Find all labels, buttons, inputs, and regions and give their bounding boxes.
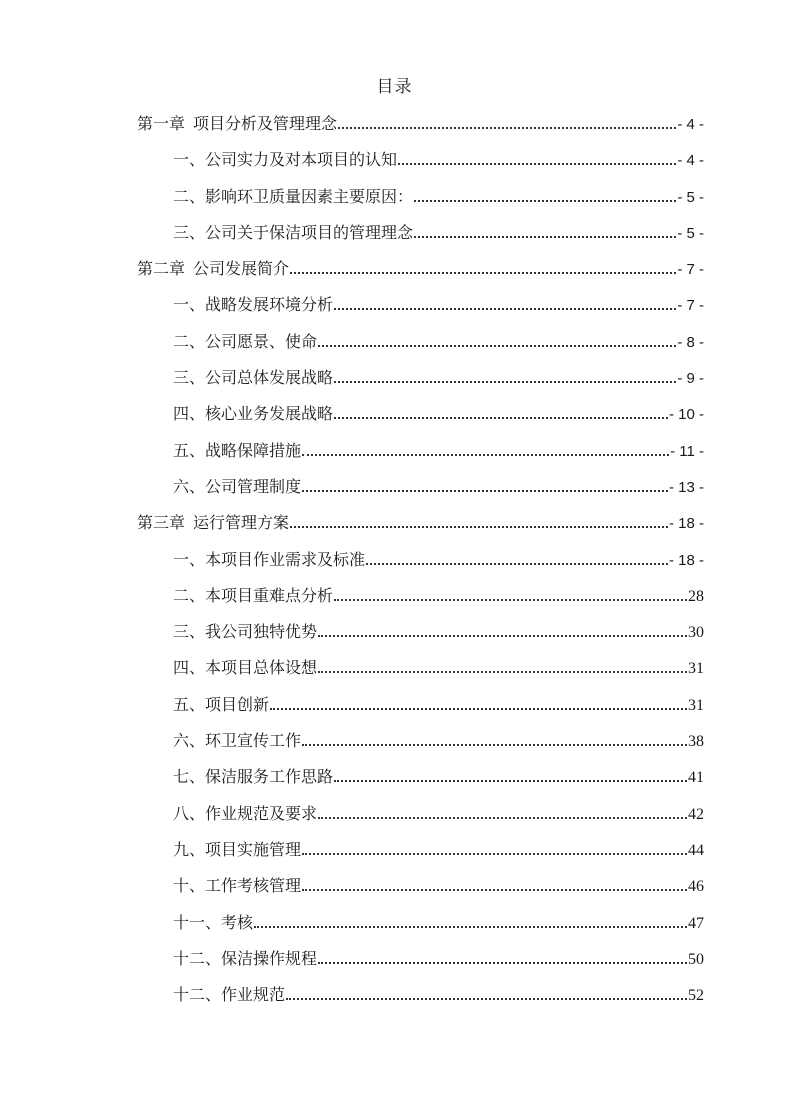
toc-entry-label: 十二、作业规范	[173, 987, 286, 1005]
toc-section-entry[interactable]	[137, 947, 704, 983]
toc-page-number: - 18 -	[668, 515, 704, 533]
toc-section-entry[interactable]	[137, 584, 704, 620]
toc-entry-label: 三、我公司独特优势	[173, 624, 318, 642]
toc-page-number: - 7 -	[677, 261, 704, 279]
toc-page-number: - 10 -	[668, 406, 704, 424]
dot-leader	[414, 188, 676, 202]
dot-leader	[318, 333, 676, 347]
dot-leader	[398, 151, 676, 165]
toc-page-number: 31	[688, 660, 704, 678]
toc-section-entry[interactable]	[137, 330, 704, 366]
toc-title: 目录	[376, 77, 413, 96]
toc-section-entry[interactable]	[137, 729, 704, 765]
toc-page-number: 44	[688, 841, 704, 859]
toc-section-entry[interactable]	[137, 874, 704, 910]
toc-chapter-entry[interactable]	[137, 257, 704, 293]
toc-section-entry[interactable]	[137, 656, 704, 692]
toc-page-number: 50	[688, 950, 704, 968]
toc-chapter-title: 运行管理方案	[193, 515, 290, 533]
toc-page-number: - 11 -	[670, 442, 704, 460]
toc-entry-label: 四、核心业务发展战略	[173, 406, 334, 424]
dot-leader	[254, 914, 687, 928]
toc-entry-label	[137, 257, 289, 283]
toc-entry-label: 三、公司关于保洁项目的管理理念	[173, 224, 414, 242]
dot-leader	[290, 514, 668, 528]
toc-page-number: 46	[688, 878, 704, 896]
toc-entry-label: 七、保洁服务工作思路	[173, 769, 334, 787]
toc-entry-label: 十、工作考核管理	[173, 878, 302, 896]
toc-page-number: 38	[688, 733, 704, 751]
toc-entry-label: 二、影响环卫质量因素主要原因：	[173, 188, 414, 206]
dot-leader	[338, 115, 676, 129]
toc-entry-label: 一、战略发展环境分析	[173, 297, 334, 315]
dot-leader	[290, 260, 676, 274]
toc-page-number: - 4 -	[677, 116, 704, 133]
dot-leader	[334, 369, 676, 383]
toc-section-entry[interactable]	[137, 185, 704, 221]
toc-entry-label: 一、本项目作业需求及标准	[173, 551, 366, 569]
toc-entry-label: 四、本项目总体设想	[173, 660, 318, 678]
toc-page-number: - 9 -	[677, 370, 704, 388]
toc-page-number: 47	[688, 914, 704, 932]
toc-entry-label: 三、公司总体发展战略	[173, 370, 334, 388]
toc-chapter-entry[interactable]	[137, 511, 704, 547]
dot-leader	[318, 950, 687, 964]
dot-leader	[302, 732, 687, 746]
toc-page-number: - 5 -	[677, 188, 704, 206]
toc-section-entry[interactable]	[137, 439, 704, 475]
toc-chapter-title: 项目分析及管理理念	[193, 116, 338, 133]
dot-leader	[318, 659, 687, 673]
toc-page-number: - 4 -	[677, 152, 704, 170]
toc-chapter-entry[interactable]	[137, 112, 704, 148]
toc-page-number: - 8 -	[677, 333, 704, 351]
toc-entry-label: 二、公司愿景、使命	[173, 333, 318, 351]
dot-leader	[334, 768, 687, 782]
toc-chapter-title: 公司发展简介	[193, 261, 290, 279]
toc-entry-label: 六、公司管理制度	[173, 478, 302, 496]
toc-section-entry[interactable]	[137, 221, 704, 257]
toc-entry-label: 二、本项目重难点分析	[173, 587, 334, 605]
toc-page-number: 52	[688, 987, 704, 1005]
toc-section-entry[interactable]	[137, 802, 704, 838]
toc-page-number: 41	[688, 769, 704, 787]
toc-section-entry[interactable]	[137, 693, 704, 729]
toc-page-number: 31	[688, 696, 704, 714]
dot-leader	[302, 478, 668, 492]
toc-section-entry[interactable]	[137, 911, 704, 947]
toc-entry-label	[137, 112, 337, 138]
dot-leader	[318, 623, 687, 637]
toc-entry-label	[137, 511, 289, 537]
dot-leader	[318, 805, 687, 819]
toc-page-number: 28	[688, 587, 704, 605]
dot-leader	[366, 551, 668, 565]
toc-page-number: - 13 -	[668, 478, 704, 496]
toc-page-number: - 5 -	[677, 224, 704, 242]
toc-section-entry[interactable]	[137, 475, 704, 511]
toc-section-entry[interactable]	[137, 765, 704, 801]
toc-entry-label: 十二、保洁操作规程	[173, 950, 318, 968]
toc-section-entry[interactable]	[137, 148, 704, 184]
dot-leader	[270, 696, 687, 710]
toc-entry-label: 八、作业规范及要求	[173, 805, 318, 823]
toc-entry-label: 五、战略保障措施	[173, 442, 302, 460]
dot-leader	[334, 405, 668, 419]
toc-section-entry[interactable]	[137, 620, 704, 656]
toc-section-entry[interactable]	[137, 983, 704, 1019]
toc-section-entry[interactable]	[137, 402, 704, 438]
toc-page-number: - 7 -	[677, 297, 704, 315]
toc-entry-label: 十一、考核	[173, 914, 254, 932]
toc-chapter-number: 第三章	[137, 515, 186, 533]
toc-entry-label: 六、环卫宣传工作	[173, 733, 302, 751]
dot-leader	[334, 587, 687, 601]
toc-page-number: 30	[688, 624, 704, 642]
dot-leader	[334, 296, 676, 310]
toc-section-entry[interactable]	[137, 548, 704, 584]
dot-leader	[414, 224, 676, 238]
toc-section-entry[interactable]	[137, 366, 704, 402]
toc-page-number: - 18 -	[668, 551, 704, 569]
toc-entry-label: 一、公司实力及对本项目的认知	[173, 152, 398, 170]
dot-leader	[286, 986, 687, 1000]
toc-entry-label: 五、项目创新	[173, 696, 270, 714]
table-of-contents	[137, 112, 704, 1019]
toc-entry-label: 九、项目实施管理	[173, 841, 302, 859]
dot-leader	[302, 877, 687, 891]
toc-section-entry[interactable]	[137, 838, 704, 874]
dot-leader	[302, 442, 669, 456]
dot-leader	[302, 841, 687, 855]
toc-page-number: 42	[688, 805, 704, 823]
toc-chapter-number: 第二章	[137, 261, 186, 279]
toc-section-entry[interactable]	[137, 293, 704, 329]
toc-chapter-number: 第一章	[137, 116, 186, 133]
